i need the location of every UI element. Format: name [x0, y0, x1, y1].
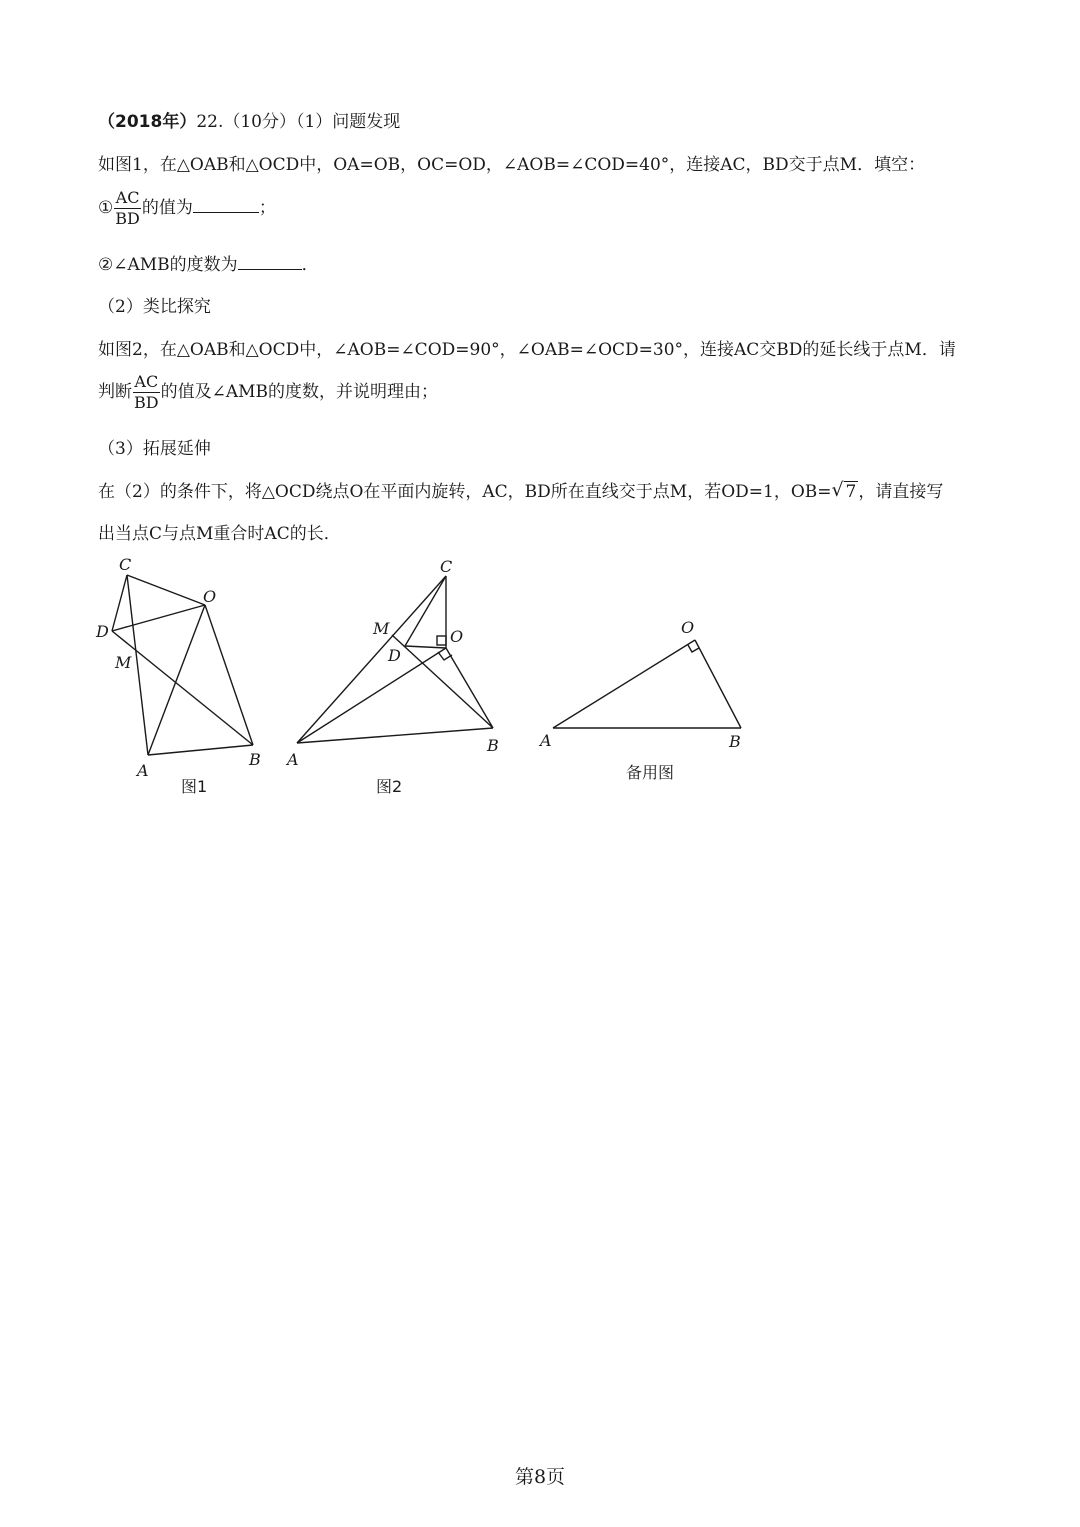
part3-line1-prefix: 在（2）的条件下，将△OCD绕点O在平面内旋转，AC，BD所在直线交于点M，若OD=1，OB= — [98, 482, 832, 502]
fraction-numerator-2: AC — [134, 372, 159, 391]
fig1-segment-OA — [148, 605, 205, 755]
fraction-numerator: AC — [115, 188, 140, 207]
sqrt-7 — [831, 479, 859, 502]
fig1-segment-DO — [112, 605, 205, 631]
item2-prefix: ②∠AMB的度数为 — [98, 255, 238, 275]
fig3-caption: 备用图 — [626, 763, 675, 782]
part2-text-line1: 如图2，在△OAB和△OCD中，∠AOB=∠COD=90°，∠OAB=∠OCD=30°，连接AC交BD的延长线于点M．请 — [98, 340, 956, 360]
fraction-denominator: BD — [115, 209, 140, 228]
fraction-ac-bd-2 — [133, 372, 160, 413]
fig1-label-D: D — [96, 622, 109, 641]
part2-line2-suffix: 的值及∠AMB的度数，并说明理由； — [160, 382, 439, 402]
item1-end: ； — [258, 198, 276, 218]
question-header — [98, 107, 400, 132]
fig2-segment-OA — [297, 648, 446, 743]
figures — [0, 540, 800, 810]
item1-suffix: 的值为 — [141, 198, 193, 218]
fig2-label-A: A — [287, 750, 299, 769]
part2-title: （2）类比探究 — [98, 297, 211, 317]
year-tag: （2018年） — [98, 112, 197, 132]
item2-end: ． — [301, 255, 319, 275]
fig2-segment-AB — [297, 728, 493, 743]
fig3-right-angle-mark — [688, 645, 699, 652]
fig2-segment-CA — [297, 576, 446, 743]
part3-title: （3）拓展延伸 — [98, 439, 211, 459]
fig2-segment-MB — [392, 635, 493, 728]
fig3-label-B: B — [729, 732, 741, 751]
part1-item1 — [98, 188, 276, 229]
fig1-segment-CO — [127, 575, 205, 605]
part1-item2 — [98, 250, 319, 275]
part3-text-line2: 出当点C与点M重合时AC的长． — [98, 524, 341, 544]
sqrt-radicand: 7 — [845, 482, 857, 502]
fig2-caption: 图2 — [376, 777, 403, 796]
fig2-right-angle-mark-2 — [438, 652, 452, 660]
fig3-segment-AO — [553, 640, 695, 728]
fig3-label-O: O — [681, 618, 695, 637]
part2-text-line2 — [98, 372, 438, 413]
fig2-label-D: D — [388, 646, 401, 665]
answer-blank-2[interactable] — [238, 255, 302, 270]
item1-prefix: ① — [98, 198, 114, 218]
fig3-segment-OB — [695, 640, 741, 728]
fig2-right-angle-mark — [437, 636, 446, 645]
fig2-label-C: C — [440, 557, 453, 576]
fraction-ac-bd — [114, 188, 141, 229]
fig1-segment-CD — [112, 575, 127, 631]
fig1-caption: 图1 — [181, 777, 208, 796]
fig1-label-A: A — [137, 761, 149, 780]
fig1-segment-OB — [205, 605, 253, 745]
fig1-segment-AB — [148, 745, 253, 755]
part3-text-line1 — [98, 477, 943, 502]
part1-text: 如图1，在△OAB和△OCD中，OA=OB，OC=OD，∠AOB=∠COD=40°，连接AC，BD交于点M．填空： — [98, 155, 926, 175]
part3-line1-suffix: ，请直接写 — [858, 482, 944, 502]
fig2-segment-OB — [446, 648, 493, 728]
answer-blank-1[interactable] — [193, 198, 259, 213]
fig1-label-C: C — [119, 555, 132, 574]
part2-line2-prefix: 判断 — [98, 382, 132, 402]
fraction-denominator-2: BD — [134, 393, 159, 412]
figure-1 — [112, 575, 253, 755]
fig2-label-B: B — [487, 736, 499, 755]
figure-backup — [553, 640, 741, 728]
page-number: 第8页 — [514, 1466, 566, 1488]
question-number-and-part1: 22.（10分）（1）问题发现 — [196, 112, 401, 132]
fig1-label-M: M — [115, 653, 132, 672]
fig2-label-M: M — [373, 619, 390, 638]
fig1-label-O: O — [203, 587, 217, 606]
fig1-label-B: B — [249, 750, 261, 769]
fig2-segment-DO — [405, 646, 446, 648]
radical-sign: √ — [831, 479, 844, 501]
fig1-segment-DB — [112, 631, 253, 745]
fig2-label-O: O — [450, 627, 464, 646]
fig3-label-A: A — [540, 731, 552, 750]
